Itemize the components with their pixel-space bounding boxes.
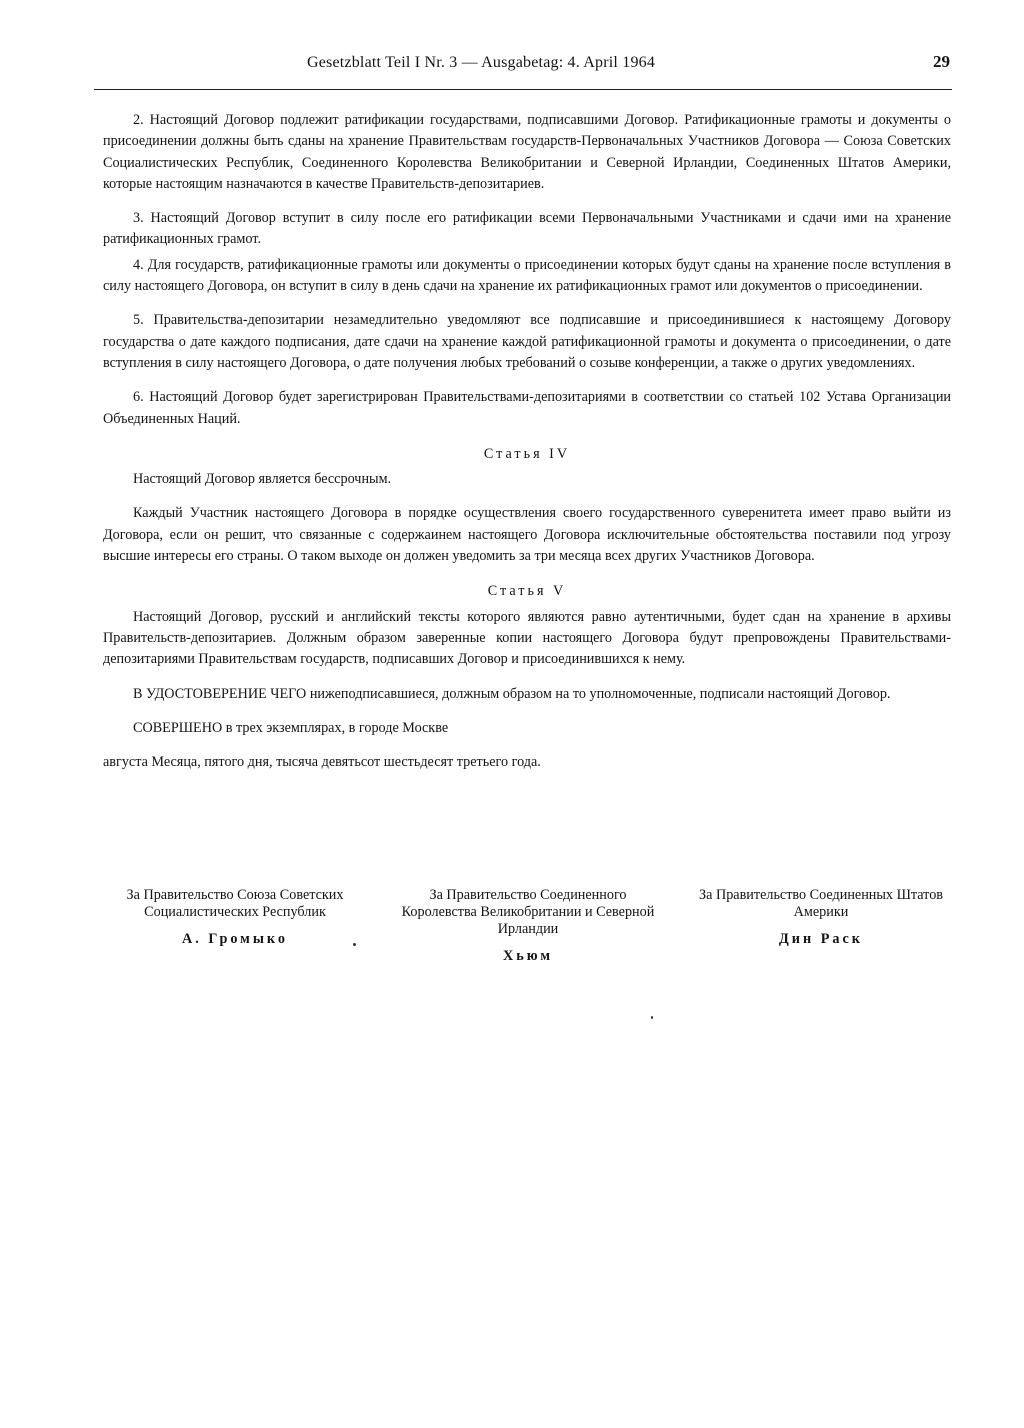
- paragraph-2: 2. Настоящий Договор подлежит ратификации государствами, подписавшими Договор. Ратификационные грамоты и документы о присоединении должны быть сданы на хранение Правительствам государств-Первоначальных Участников Договора — Союза Советских Социалистических Республик, Соединенного Королевства Великобритании и Северной Ирландии, Соединенных Штатов Америки, которые настоящим назначаются в качестве Правительств-депозитариев.: [103, 112, 951, 192]
- article-iv-paragraph-1: Настоящий Договор является бессрочным.: [133, 471, 392, 488]
- signatory-ussr-for: За Правительство Союза Советских Социалистических Республик: [126, 887, 344, 920]
- page-number: 29: [933, 52, 950, 71]
- article-v-heading: Статья V: [487, 583, 567, 600]
- header-divider: [94, 89, 952, 90]
- header-title: Gesetzblatt Teil I Nr. 3 — Ausgabetag: 4. April 1964: [307, 54, 656, 71]
- article-v-paragraph-1: Настоящий Договор, русский и английский тексты которого являются равно аутентичными, будет сдан на хранение в архивы Правительств-депозитариев. Должным образом заверенные копии настоящего Договора будут препровождены Правительствами-депозитариями Правительствам государств, подписавших Договор и присоединившихся к нему.: [103, 608, 951, 668]
- signatory-usa-for: За Правительство Соединенных Штатов Америки: [699, 887, 943, 920]
- document-body: [103, 110, 951, 773]
- signatory-usa-name: Дин Раск: [779, 931, 863, 947]
- signature-block: [100, 887, 956, 965]
- done-at-line: СОВЕРШЕНО в трех экземплярах, в городе Москве: [133, 719, 449, 736]
- witness-clause: В УДОСТОВЕРЕНИЕ ЧЕГО нижеподписавшиеся, должным образом на то уполномоченные, подписали настоящий Договор.: [133, 685, 891, 702]
- signatory-ussr: [100, 887, 370, 965]
- paragraph-6: 6. Настоящий Договор будет зарегистрирован Правительствами-депозитариями в соответствии со статьей 102 Устава Организации Объединенных Наций.: [103, 389, 951, 427]
- signatory-uk-name: Хьюм: [502, 948, 554, 964]
- paragraph-4: 4. Для государств, ратификационные грамоты или документы о присоединении которых будут сданы на хранение после вступления в силу настоящего Договора, он вступит в силу в день сдачи на хранение их ратификационных грамот или документов о присоединении.: [103, 256, 951, 295]
- signatory-uk-for: За Правительство Соединенного Королевства Великобритании и Северной Ирландии: [401, 887, 655, 937]
- article-iv-heading: Статья IV: [483, 445, 571, 462]
- paragraph-5: 5. Правительства-депозитарии незамедлительно уведомляют все подписавшие и присоединившиеся к настоящему Договору государства о дате каждого подписания, дате сдачи на хранение каждой ратификационной грамоты и документа о присоединении, о дате вступления в силу настоящего Договора, о дате получения любых требований о созыве конференции, а также о других уведомлениях.: [103, 312, 951, 371]
- signatory-uk: [393, 887, 663, 965]
- print-speck: [353, 943, 356, 946]
- date-line: августа Месяца, пятого дня, тысяча девятьсот шестьдесят третьего года.: [103, 754, 541, 771]
- signatory-usa: [686, 887, 956, 965]
- page-header: [94, 54, 952, 80]
- paragraph-3: 3. Настоящий Договор вступит в силу после его ратификации всеми Первоначальными Участниками и сдачи ими на хранение ратификационных грамот.: [103, 210, 951, 248]
- signatory-ussr-name: А. Громыко: [181, 931, 288, 947]
- print-speck: [651, 1016, 653, 1019]
- article-iv-paragraph-2: Каждый Участник настоящего Договора в порядке осуществления своего государственного суверенитета имеет право выйти из Договора, если он решит, что связанные с содержаинем настоящего Договора исключительные обстоятельства поставили под угрозу высшие интересы его страны. О таком выходе он должен уведомить за три месяца всех других Участников Договора.: [103, 505, 951, 565]
